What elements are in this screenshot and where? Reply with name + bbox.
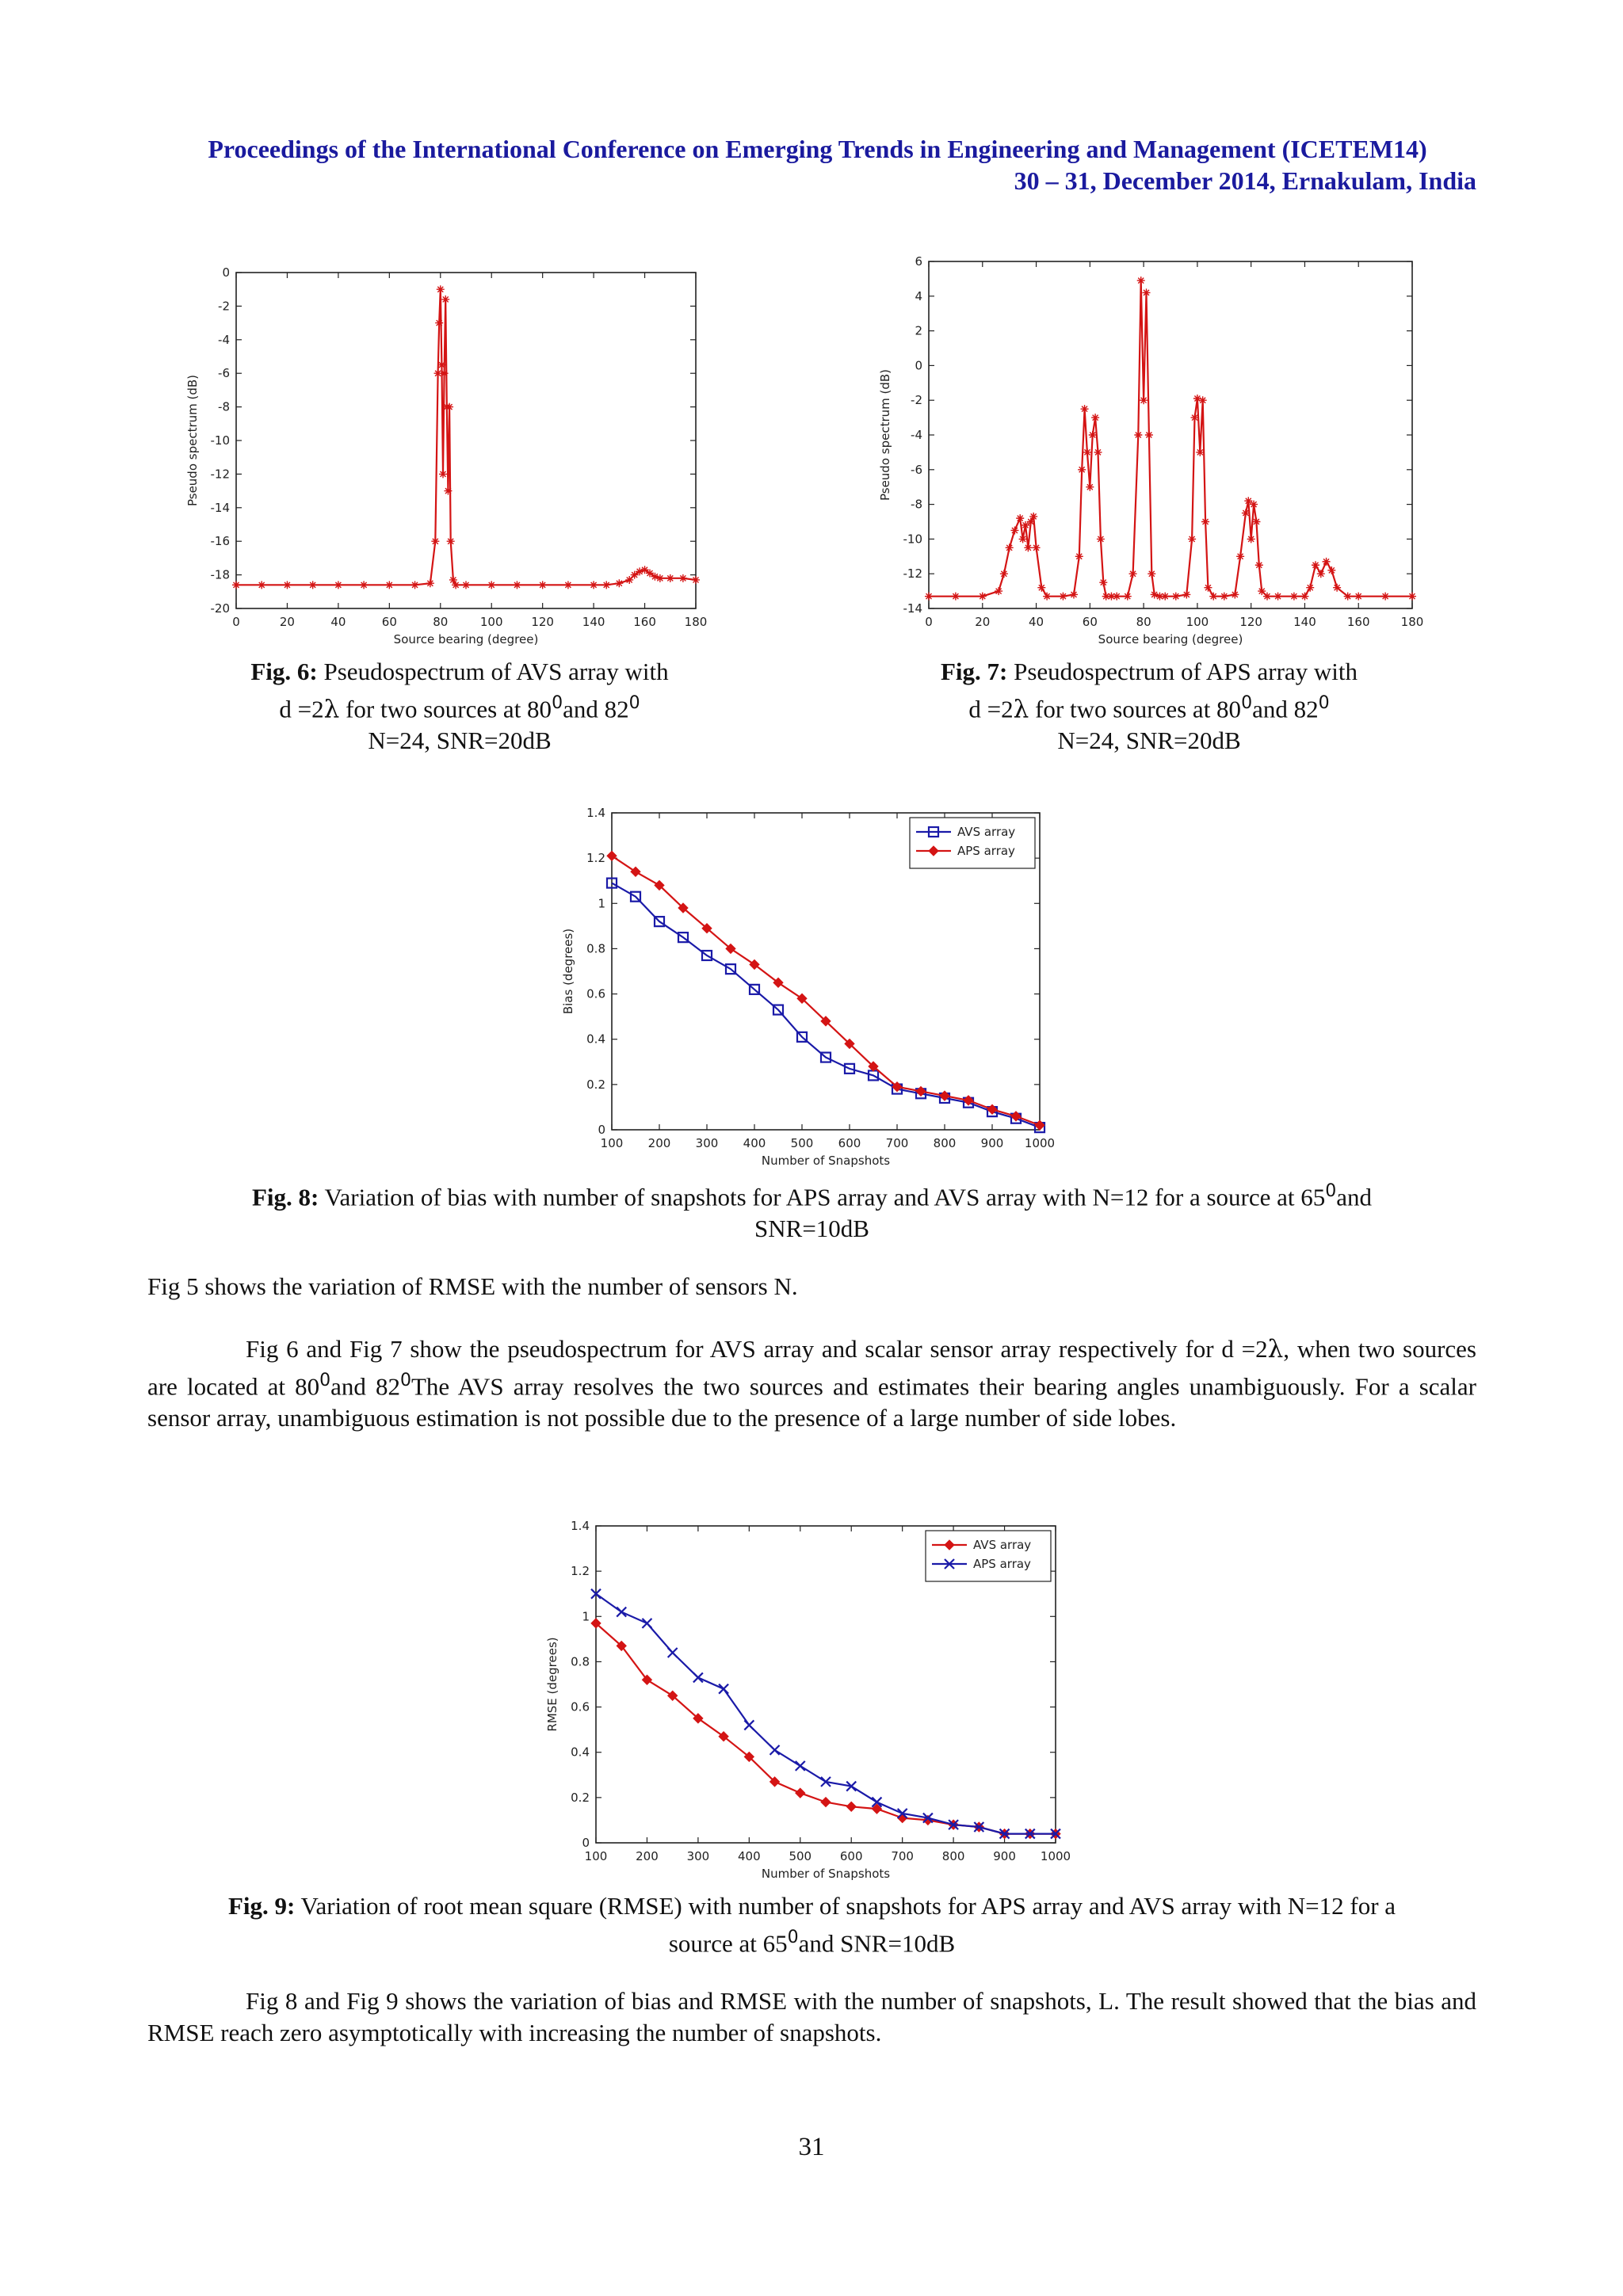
x-tick-label: 1000 [1040, 1849, 1071, 1863]
fig9-caption [147, 1890, 1476, 1959]
fig6-caption-line3: N=24, SNR=20dB [368, 727, 552, 755]
series-1-point [1022, 521, 1029, 529]
x-tick-label: 100 [584, 1849, 608, 1863]
x-tick-label: 40 [1029, 615, 1044, 629]
conference-date-location: 30 – 31, December 2014, Ernakulam, India [1014, 166, 1476, 195]
degree-superscript: 0 [1241, 693, 1253, 713]
x-tick-label: 120 [1239, 615, 1262, 629]
fig6-chart [182, 254, 721, 650]
y-axis-label: Pseudo spectrum (dB) [185, 374, 200, 507]
x-tick-label: 40 [330, 615, 346, 629]
legend-label: APS array [957, 844, 1015, 858]
fig6-caption-label: Fig. 6: [250, 658, 318, 685]
x-axis-label: Number of Snapshots [761, 1154, 891, 1168]
y-tick-label: 0.2 [586, 1077, 605, 1092]
y-tick-label: -4 [218, 332, 230, 347]
fig7-caption-line2-mid: for two sources at 80 [1029, 695, 1242, 723]
y-tick-label: -2 [218, 299, 230, 314]
x-tick-label: 800 [941, 1849, 965, 1863]
series-1-point [615, 579, 623, 587]
fig9-caption-line2-tail: and SNR=10dB [798, 1929, 956, 1958]
fig8-caption [147, 1176, 1476, 1245]
x-tick-label: 120 [531, 615, 554, 629]
series-1-point [445, 403, 453, 411]
y-tick-label: 0.4 [586, 1032, 605, 1047]
fig7-chart [880, 254, 1434, 650]
y-tick-label: 4 [915, 288, 922, 303]
y-tick-label: 6 [915, 254, 922, 269]
y-tick-label: 0 [598, 1123, 605, 1137]
fig9-chart [547, 1513, 1070, 1886]
legend-label: APS array [973, 1557, 1031, 1571]
lambda-symbol: λ [1267, 1335, 1284, 1363]
fig6-caption-line2-and: and 82 [563, 695, 629, 723]
x-tick-label: 160 [1346, 615, 1370, 629]
y-axis-label: Bias (degrees) [561, 928, 575, 1015]
fig8-caption-tail: and [1336, 1183, 1373, 1211]
fig6-svg [182, 254, 721, 650]
x-tick-label: 300 [686, 1849, 710, 1863]
para2-text1: Fig 6 and Fig 7 show the pseudospectrum for AVS array and scalar sensor array respectively for d =2 [246, 1335, 1268, 1363]
x-tick-label: 20 [279, 615, 295, 629]
series-1-point [513, 581, 521, 589]
series-1-point [590, 581, 598, 589]
y-tick-label: -6 [218, 366, 230, 381]
y-tick-label: 0 [915, 358, 922, 373]
fig9-caption-text: Variation of root mean square (RMSE) with number of snapshots for APS array and AVS array with N=12 for a [300, 1892, 1396, 1920]
fig8-caption-label: Fig. 8: [251, 1183, 319, 1211]
x-tick-label: 500 [790, 1136, 814, 1150]
y-tick-label: -8 [218, 399, 230, 414]
x-tick-label: 900 [993, 1849, 1016, 1863]
y-tick-label: -14 [903, 601, 922, 616]
fig7-caption-line2-and: and 82 [1252, 695, 1319, 723]
fig6-caption-line2-pre: d =2 [279, 695, 324, 723]
x-tick-label: 700 [885, 1136, 909, 1150]
conference-title: Proceedings of the International Conference on Emerging Trends in Engineering and Management (ICETEM14) [208, 135, 1427, 163]
y-tick-label: 1 [598, 896, 605, 911]
y-axis-label: RMSE (degrees) [545, 1637, 559, 1732]
y-tick-label: -12 [903, 566, 922, 582]
x-tick-label: 500 [789, 1849, 812, 1863]
x-tick-label: 400 [738, 1849, 761, 1863]
x-tick-label: 100 [600, 1136, 624, 1150]
fig8-svg [563, 800, 1062, 1173]
fig6-caption-text: Pseudospectrum of AVS array with [323, 658, 669, 685]
x-tick-label: 160 [633, 615, 656, 629]
fig7-caption-label: Fig. 7: [940, 658, 1008, 685]
x-tick-label: 0 [925, 615, 933, 629]
y-tick-label: 2 [915, 323, 922, 338]
y-axis-label: Pseudo spectrum (dB) [878, 368, 892, 502]
x-tick-label: 1000 [1024, 1136, 1056, 1150]
x-tick-label: 140 [582, 615, 605, 629]
lambda-symbol: λ [1013, 695, 1029, 724]
x-axis-label: Number of Snapshots [761, 1867, 891, 1881]
conference-header [158, 133, 1476, 196]
fig7-caption-line3: N=24, SNR=20dB [1057, 727, 1241, 755]
fig6-caption-line2-mid: for two sources at 80 [339, 695, 552, 723]
series-1-point [1312, 561, 1319, 569]
degree-superscript: 0 [399, 1371, 411, 1390]
x-tick-label: 100 [479, 615, 503, 629]
x-tick-label: 140 [1293, 615, 1316, 629]
y-tick-label: 0 [582, 1836, 590, 1850]
x-tick-label: 600 [838, 1136, 861, 1150]
series-1-point [462, 581, 470, 589]
y-tick-label: -18 [210, 567, 230, 582]
y-tick-label: 0.6 [571, 1699, 590, 1714]
series-1-point [1201, 518, 1209, 526]
x-axis-label: Source bearing (degree) [393, 632, 539, 646]
y-tick-label: -10 [210, 433, 230, 448]
y-tick-label: 0 [222, 265, 230, 280]
x-tick-label: 60 [1082, 615, 1098, 629]
x-tick-label: 300 [695, 1136, 719, 1150]
x-tick-label: 80 [1136, 615, 1151, 629]
x-tick-label: 180 [1400, 615, 1424, 629]
series-1-point [360, 581, 368, 589]
fig8-caption-text: Variation of bias with number of snapshots for APS array and AVS array with N=12 for a source at 65 [324, 1183, 1326, 1211]
series-1-point [385, 581, 393, 589]
degree-superscript: 0 [319, 1371, 331, 1390]
y-tick-label: 1.4 [571, 1519, 590, 1533]
y-tick-label: 1 [582, 1609, 590, 1624]
series-1-point [1129, 570, 1137, 578]
x-tick-label: 180 [684, 615, 708, 629]
y-tick-label: -20 [210, 601, 230, 616]
y-tick-label: 0.8 [586, 941, 605, 956]
degree-superscript: 0 [552, 693, 563, 713]
degree-superscript: 0 [1318, 693, 1330, 713]
y-tick-label: -2 [911, 393, 922, 408]
y-tick-label: 1.2 [586, 851, 605, 866]
page-number: 31 [798, 2133, 825, 2161]
y-tick-label: 0.6 [586, 986, 605, 1001]
x-tick-label: 60 [381, 615, 397, 629]
fig9-svg [547, 1513, 1070, 1886]
y-tick-label: -8 [911, 497, 922, 512]
x-tick-label: 600 [839, 1849, 863, 1863]
y-tick-label: 1.4 [586, 806, 605, 820]
y-tick-label: 0.8 [571, 1654, 590, 1669]
fig9-caption-line2-pre: source at 65 [668, 1929, 788, 1958]
y-tick-label: -16 [210, 534, 230, 549]
y-tick-label: -6 [911, 462, 922, 477]
paragraph-fig6-fig7 [147, 1333, 1476, 1434]
y-tick-label: -14 [210, 500, 230, 515]
series-1-point [1323, 558, 1331, 566]
y-tick-label: 1.2 [571, 1564, 590, 1579]
series-1-point [602, 581, 610, 589]
x-axis-label: Source bearing (degree) [1098, 632, 1243, 646]
plot-frame [929, 261, 1412, 608]
degree-superscript: 0 [1325, 1181, 1337, 1201]
y-tick-label: -4 [911, 428, 922, 442]
x-tick-label: 900 [980, 1136, 1004, 1150]
fig7-caption-text: Pseudospectrum of APS array with [1014, 658, 1358, 685]
degree-superscript: 0 [628, 693, 640, 713]
fig8-chart [563, 800, 1062, 1173]
series-1-point [1252, 518, 1260, 526]
x-tick-label: 80 [433, 615, 449, 629]
fig7-svg [880, 254, 1434, 650]
fig8-caption-line2: SNR=10dB [754, 1215, 869, 1243]
x-tick-label: 800 [933, 1136, 957, 1150]
y-tick-label: 0.4 [571, 1745, 590, 1760]
series-1-point [641, 566, 649, 574]
fig6-caption [182, 656, 737, 757]
fig7-caption [872, 656, 1426, 757]
y-tick-label: -12 [210, 467, 230, 482]
para2-text2: , when two sources are located at 80 [147, 1335, 1476, 1401]
x-tick-label: 200 [636, 1849, 659, 1863]
x-tick-label: 20 [975, 615, 991, 629]
legend-label: AVS array [973, 1538, 1032, 1552]
series-1-point [334, 581, 342, 589]
x-tick-label: 200 [647, 1136, 671, 1150]
y-tick-label: -10 [903, 532, 922, 547]
fig7-caption-line2-pre: d =2 [968, 695, 1014, 723]
series-1-point [232, 581, 240, 589]
x-tick-label: 700 [891, 1849, 914, 1863]
x-tick-label: 400 [743, 1136, 766, 1150]
legend-label: AVS array [957, 825, 1016, 839]
para2-text4: The AVS array resolves the two sources and estimates their bearing angles unambiguously. For a scalar sensor array, unambiguous estimation is not possible due to the presence of a large number of side lobes. [147, 1372, 1477, 1432]
lambda-symbol: λ [323, 695, 340, 724]
paragraph-fig5: Fig 5 shows the variation of RMSE with the number of sensors N. [147, 1272, 798, 1300]
plot-frame [236, 273, 696, 608]
degree-superscript: 0 [787, 1928, 799, 1947]
x-tick-label: 0 [232, 615, 240, 629]
x-tick-label: 100 [1186, 615, 1209, 629]
y-tick-label: 0.2 [571, 1790, 590, 1805]
series-1-point [411, 581, 419, 589]
fig9-caption-label: Fig. 9: [227, 1892, 296, 1920]
para2-text3: and 82 [330, 1372, 400, 1401]
paragraph-fig8-fig9: Fig 8 and Fig 9 shows the variation of bias and RMSE with the number of snapshots, L. The result showed that the bias and RMSE reach zero asymptotically with increasing the number of snapshots. [147, 1987, 1476, 2046]
series-1-point [487, 581, 495, 589]
